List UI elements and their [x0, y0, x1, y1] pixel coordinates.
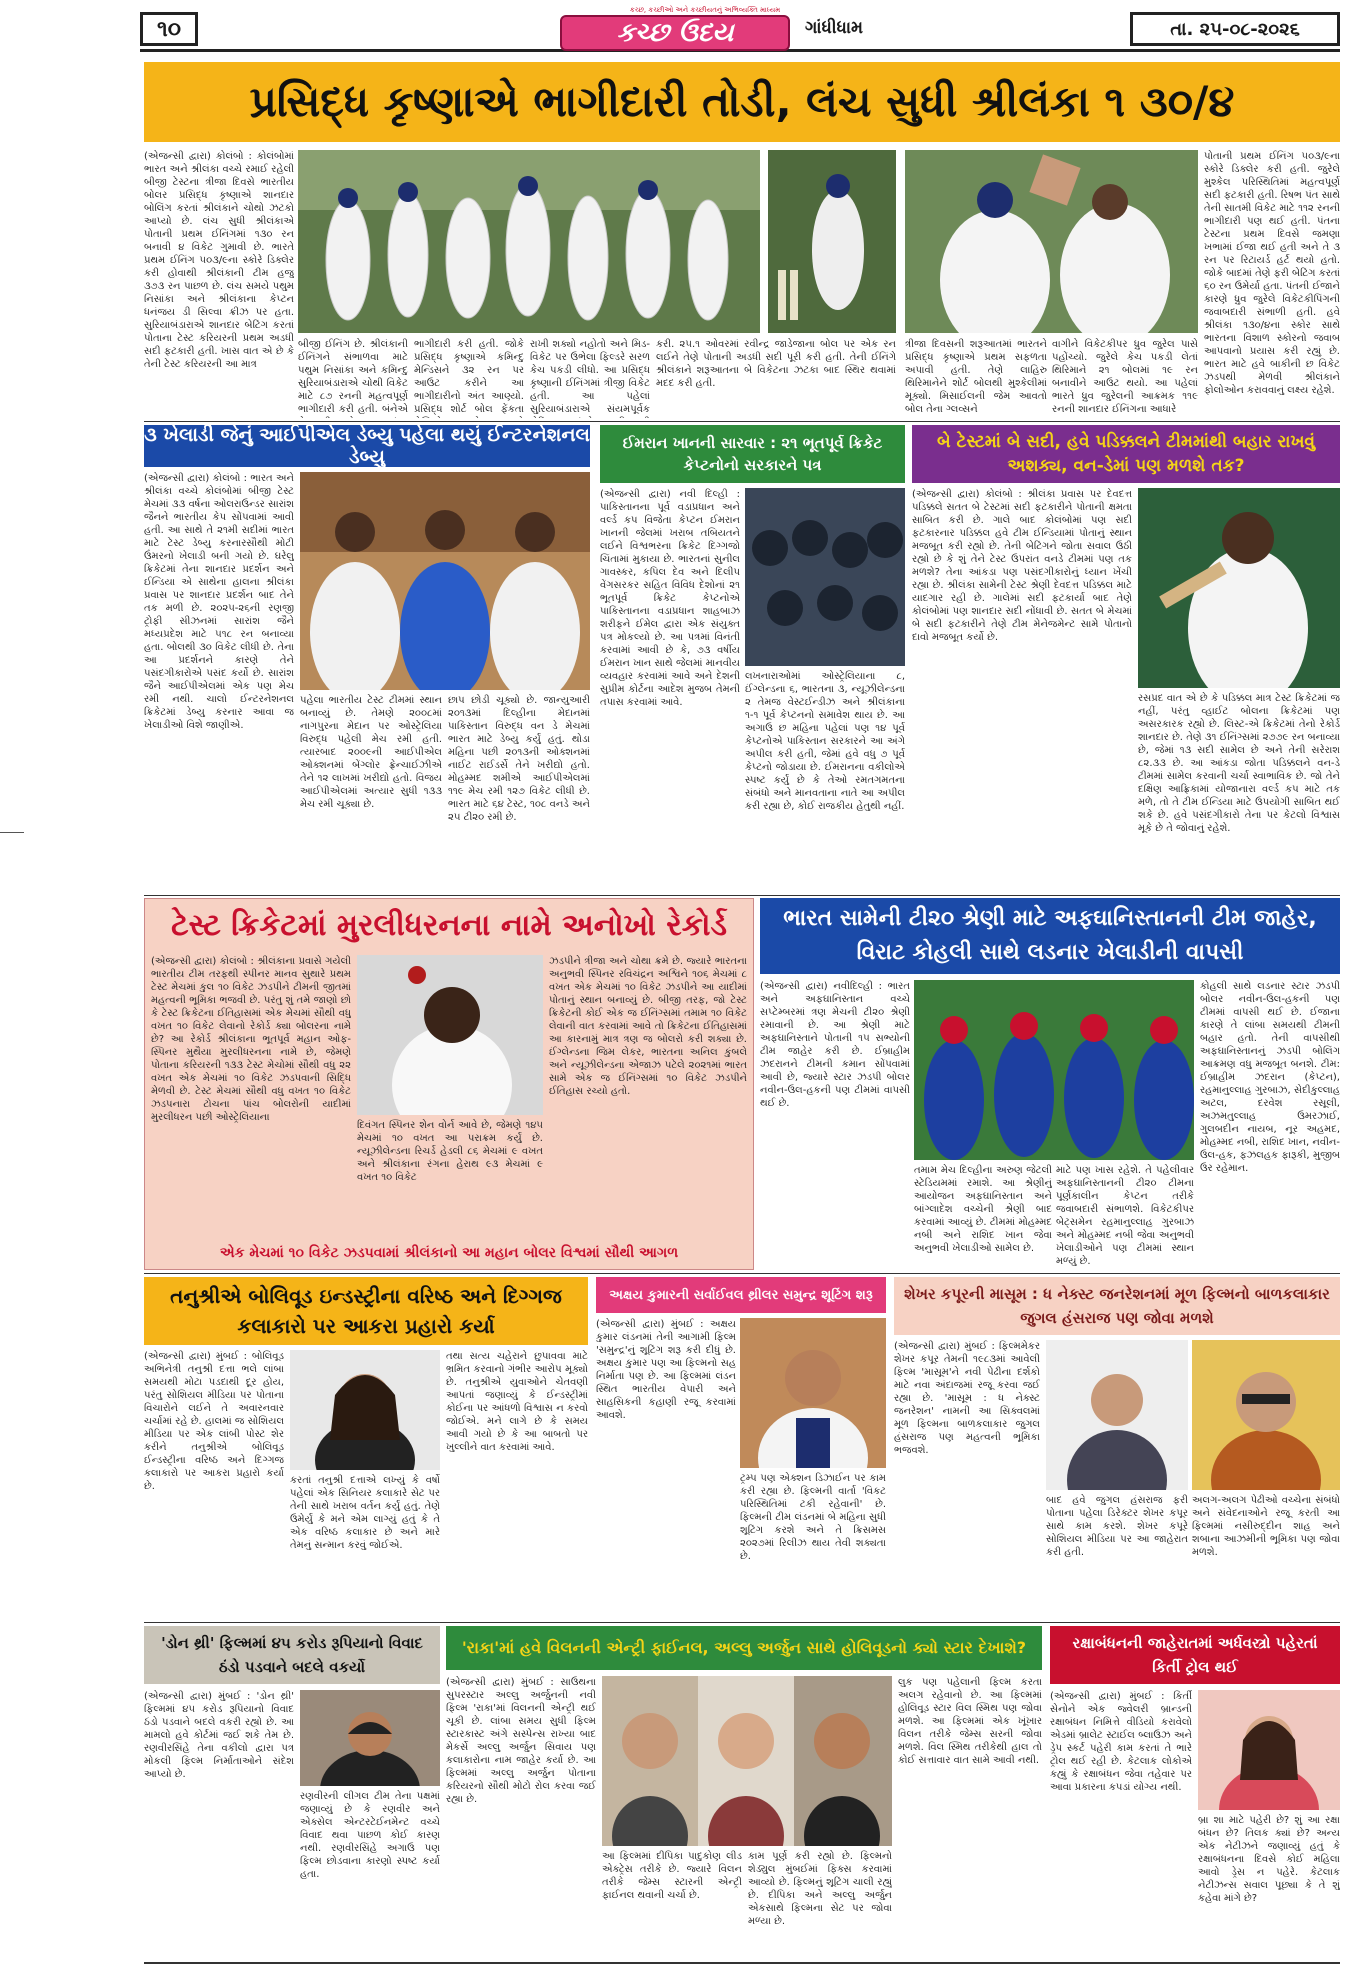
- record-footer: એક મેચમાં ૧૦ વિકેટ ઝડપવામાં શ્રીલંકાનો આ મહાન બોલર વિશ્વમાં સૌથી આગળ: [219, 1245, 679, 1261]
- raaka-photo-cast: [602, 1676, 892, 1846]
- lead-photo-batsman: [768, 150, 896, 333]
- don-col-2: રણવીરની લીગલ ટીમ તેના પક્ષમાં જણાવ્યું છે કે રણવીર અને એક્સેલ એન્ટરટેઈનમેન્ટ વચ્ચે વિવાદ થવા પાછળ કોઈ કારણ નથી. રણવીરસિંહે અગાઉ પણ ફિલ્મ છોડવાના કારણો સ્પષ્ટ કર્યા હતા.: [300, 1791, 440, 1880]
- raaka-headline: 'રાકા'માં હવે વિલનની એન્ટ્રી ફાઈનલ, અલ્લુ અર્જુન સાથે હોલિવૂડનો ક્યો સ્ટાર દેખાશે?: [446, 1626, 1042, 1670]
- akshay-col-1: (એજન્સી દ્વારા) મુંબઈ : અક્ષય કુમાર લંડનમાં તેની આગામી ફિલ્મ 'સમુન્દ્ર'નું શૂટિંગ શરૂ કરી દીધું છે. અક્ષય કુમાર પણ આ ફિલ્મનો સહ નિર્માતા પણ છે. આ ફિલ્મમાં લંડન સ્થિત ભારતીય વેપારી અને સાહસિકની કહાણી રજૂ કરવામાં આવશે.: [596, 1319, 736, 1421]
- shekhar-photo-kapur: [1192, 1340, 1340, 1490]
- record-col-2: દિવંગત સ્પિનર શેન વોર્ન આવે છે, જેમણે ૧૪૫ મેચમાં ૧૦ વખત આ પરાક્રમ કર્યું છે. ન્યૂઝીલેન્ડના રિચર્ડ હેડલી ૮૬ મેચમાં ૯ વખત અને શ્રીલંકાના રંગના હેરાથ ૯૩ મેચમાં ૯ વખત ૧૦ વિકેટ: [357, 1120, 543, 1183]
- lead-col-5: કરી. ૨૫.૧ ઓવરમાં રવીન્દ્ર જાડેજાના બોલ પર એક રન લઈને તેણે પોતાની અડધી સદી પૂરી કરી હતી. તેની ઈનિંગે શ્રીલંકાને શરૂઆતના બે વિકેટના ઝટકા બાદ સ્થિર થવામાં મદદ કરી હતી.: [656, 339, 896, 389]
- tanushree-col-1: (એજન્સી દ્વારા) મુંબઈ : બોલિવૂડ અભિનેત્રી તનુશ્રી દત્તા ભલે લાંબા સમયથી મોટા પડદાથી દૂર હોય, પરંતુ સોશિયલ મીડિયા પર પોતાના વિચારોને લઈને તે અવારનવાર ચર્ચામાં રહે છે. હાલમાં જ સોશિયલ મીડિયા પર એક લાંબી પોસ્ટ શેર કરીને તનુશ્રીએ બોલિવૂડ ઈન્ડસ્ટ્રીના વરિષ્ઠ અને દિગ્ગજ કલાકારો પર આકરા પ્રહારો કર્યા છે.: [144, 1351, 284, 1492]
- page-number: ૧૦: [140, 12, 198, 46]
- afghan-col-4: કોહલી સાથે લડનાર સ્ટાર ઝડપી બોલર નવીન-ઉલ-હકની પણ ટીમમાં વાપસી થઈ છે. ઈજાના કારણે તે લાંબા સમયથી ટીમની બહાર હતો. તેની વાપસીથી અફઘાનિસ્તાનનું ઝડપી બોલિંગ આક્રમણ વધુ મજબૂત બનશે. ટીમ: ઈબ્રાહીમ ઝદરાન (કેપ્ટન), રહમાનુલ્લાહ ગુરબાઝ, સેદીકુલ્લાહ અટલ, દરવેશ રસૂલી, અઝમતુલ્લાહ ઉમરઝાઈ, ગુલબદીન નાયબ, નૂર અહમદ, મોહમ્મદ નબી, રાશિદ ખાન, નવીન-ઉલ-હક, ફઝલહક ફારૂકી, મુજીબ ઉર રહેમાન.: [1200, 981, 1340, 1174]
- don-headline: 'ડોન થ્રી' ફિલ્મમાં ૪૫ કરોડ રૂપિયાનો વિવાદ ઠંડો પડવાને બદલે વકર્યો: [144, 1626, 440, 1684]
- margin-tick: [0, 832, 24, 833]
- afghan-photo-team: [914, 980, 1194, 1160]
- record-col-1: (એજન્સી દ્વારા) કોલંબો : શ્રીલંકાના પ્રવાસે ગયેલી ભારતીય ટીમ તરફથી સ્પીનર માનવ સુથારે પ્રથમ ટેસ્ટ મેચમાં કુલ ૧૦ વિકેટ ઝડપીને ટીમની જીતમાં મહત્વની ભૂમિકા ભજવી છે. પરંતુ શું તમે જાણો છો કે ટેસ્ટ ક્રિકેટના ઈતિહાસમાં એક મેચમાં સૌથી વધુ વખત ૧૦ વિકેટ લેવાનો રેકોર્ડ ક્યા બોલરના નામે છે? આ રેકોર્ડ શ્રીલંકાના ભૂતપૂર્વ મહાન ઓફ-સ્પિનર મુથૈયા મુરલીધરનના નામે છે, જેમણે પોતાના કરિયરની ૧૩૩ ટેસ્ટ મેચોમાં સૌથી વધુ ૨૨ વખત એક મેચમાં ૧૦ વિકેટ ઝડપવાની સિદ્ધિ મેળવી છે. ટેસ્ટ મેચમાં સૌથી વધુ વખત ૧૦ વિકેટ ઝડપનારા ટોચના પાંચ બોલરોની યાદીમાં મુરલીધરન પછી ઓસ્ટ્રેલિયાના: [151, 956, 351, 1123]
- ipl-col-2: પહેલા ભારતીય ટેસ્ટ ટીમમાં સ્થાન બનાવ્યું છે. તેમણે ૨૦૦૮માં નાગપુરના મેદાન પર ઓસ્ટ્રેલિયા વિરુદ્ધ પહેલી મેચ રમી હતી. ત્યારબાદ ૨૦૦૯ની આઈપીએલ ઓક્શનમાં બેંગ્લોર ફ્રેન્ચાઈઝીએ તેને ૧૨ લાખમાં ખરીદ્યો હતો. વિજય આઈપીએલમાં અત્યાર સુધી ૧૩૩ મેચ રમી ચૂક્યા છે.: [300, 695, 442, 810]
- row-divider-2: [144, 895, 1340, 896]
- shekhar-photo-jugal: [1046, 1340, 1188, 1490]
- lead-col-1: (એજન્સી દ્વારા) કોલંબો : કોલંબોમાં ભારત અને શ્રીલંકા વચ્ચે રમાઈ રહેલી બીજી ટેસ્ટના ત્રીજા દિવસે ભારતીય બોલર પ્રસિદ્ધ કૃષ્ણાએ શાનદાર બોલિંગ કરતાં શ્રીલંકાને ચોથો ઝટકો આપ્યો છે. લંચ સુધી શ્રીલંકાએ પોતાની પ્રથમ ઈનિંગમાં ૧૩૦ રન બનાવી ૪ વિકેટ ગુમાવી છે. ભારતે પ્રથમ ઈનિંગ ૫૦૩/૯ના સ્કોરે ડિક્લેર કરી હોવાથી શ્રીલંકાની ટીમ હજુ ૩૭૩ રન પાછળ છે. લંચ સમયે પથુમ નિસાંકા અને શ્રીલંકાના કેપ્ટન ધનંજય ડી સિલ્વા ક્રીઝ પર હતા. સુરિયાબંડારાએ શાનદાર બેટિંગ કરતાં પોતાના ટેસ્ટ કરિયરની પ્રથમ અડધી સદી ફટકારી હતી. ખાસ વાત એ છે કે તેની ટેસ્ટ કરિયરની આ માત્ર: [144, 151, 294, 370]
- record-col-3: ઝડપીને ત્રીજા અને ચોથા ક્રમે છે. જ્યારે ભારતના અનુભવી સ્પિનર રવિચંદ્રન અશ્વિને ૧૦૬ મેચમાં ૮ વખત એક મેચમાં ૧૦ વિકેટ ઝડપીને આ યાદીમાં પોતાનું સ્થાન બનાવ્યું છે. બીજી તરફ, જો ટેસ્ટ ક્રિકેટની કોઈ એક જ ઈનિંગ્સમાં તમામ ૧૦ વિકેટ લેવાની વાત કરવામાં આવે તો ક્રિકેટના ઈતિહાસમાં આ કારનામું માત્ર ત્રણ જ બોલરો કરી શક્યા છે. ઈંગ્લેન્ડના જિમ લેકર, ભારતના અનિલ કુંબલે અને ન્યૂઝીલેન્ડના એજાઝ પટેલે ૨૦૨૧માં ભારત સામે એક જ ઈનિંગ્સમાં ૧૦ વિકેટ ઝડપીને ઈતિહાસ રચ્યો હતો.: [549, 956, 747, 1097]
- tanushree-col-2: કરતાં તનુશ્રી દત્તાએ લખ્યું કે વર્ષો પહેલાં એક સિનિયર કલાકારે સેટ પર તેની સાથે ખરાબ વર્તન કર્યું હતું. તેણે ઉમેર્યું કે મને એમ લાગ્યું હતું કે તે એક વરિષ્ઠ કલાકાર છે અને મારે તેમનું સન્માન કરવું જોઈએ.: [290, 1475, 440, 1551]
- padikkal-headline: બે ટેસ્ટમાં બે સદી, હવે પડિક્કલને ટીમમાંથી બહાર રાખવું અશક્ય, વન-ડેમાં પણ મળશે તક?: [912, 425, 1340, 483]
- tanushree-headline: તનુશ્રીએ બોલિવૂડ ઇન્ડસ્ટ્રીના વરિષ્ઠ અને દિગ્ગજ કલાકારો પર આકરા પ્રહારો કર્યા: [144, 1277, 588, 1345]
- masthead: [140, 6, 1340, 52]
- masthead-tagline: કચ્છ, કચ્છીઓ અને કચ્છીયતનું અભિવ્યક્તિ માધ્યમ: [629, 6, 781, 14]
- ipl-photo-players: [300, 472, 590, 690]
- afghan-col-2: તમામ મેચ દિલ્હીના અરુણ જેટલી સ્ટેડિયમમાં રમાશે. આ શ્રેણીનું આયોજન અફઘાનિસ્તાન અને બાંગ્લાદેશ વચ્ચેની શ્રેણી બાદ કરવામાં આવ્યું છે. ટીમમાં મોહમ્મદ નબી અને રાશિદ ખાન જેવા અનુભવી ખેલાડીઓ સામેલ છે.: [914, 1165, 1052, 1254]
- lead-col-6: ત્રીજા દિવસની શરૂઆતમાં ભારતને પ્રસિદ્ધ કૃષ્ણાએ પ્રથમ સફળતા અપાવી હતી. તેણે લાહિરુ થિરિમાનેને શોર્ટ બોલથી મુશ્કેલીમાં મૂક્યો. મિસાઈલની જેમ આવતો બોલ તેના ગ્લવ્સને: [905, 339, 1047, 415]
- row-divider-1: [144, 421, 1340, 422]
- padikkal-col-2: રસપ્રદ વાત એ છે કે પડિક્કલ માત્ર ટેસ્ટ ક્રિકેટમાં જ નહીં, પરંતુ વ્હાઈટ બોલના ક્રિકેટમાં પણ અસરકારક રહ્યો છે. લિસ્ટ-એ ક્રિકેટમાં તેનો રેકોર્ડ શાનદાર છે. તેણે ૩૧ ઈનિંગ્સમાં ૨૭૭૯ રન બનાવ્યા છે, જેમાં ૧૩ સદી સામેલ છે અને તેની સરેરાશ ૮૨.૩૩ છે. આ આંકડા જોતા પડિક્કલને વન-ડે ટીમમાં સામેલ કરવાની ચર્ચા સ્વાભાવિક છે. જો તેને દક્ષિણ આફ્રિકામાં યોજાનારા વર્લ્ડ કપ માટે તક મળે, તો તે ટીમ ઈન્ડિયા માટે ઉપયોગી સાબિત થઈ શકે છે. હવે પસંદગીકારો તેના પર કેટલો વિશ્વાસ મૂકે છે તે જોવાનું રહેશે.: [1138, 693, 1340, 834]
- don-col-1: (એજન્સી દ્વારા) મુંબઈ : 'ડોન થ્રી' ફિલ્મમાં ૪૫ કરોડ રૂપિયાનો વિવાદ ઠંડો પડવાને બદલે વકરી રહ્યો છે. આ મામલો હવે કોર્ટમાં જઈ શકે તેમ છે. રણવીરસિંહે તેના વકીલો દ્વારા પત્ર મોકલી ફિલ્મ નિર્માતાઓને સંદેશ આપ્યો છે.: [144, 1691, 294, 1780]
- afghan-headline: ભારત સામેની ટી૨૦ શ્રેણી માટે અફઘાનિસ્તાનની ટીમ જાહેર, વિરાટ કોહલી સાથે લડનાર ખેલાડીની વાપસી: [760, 898, 1340, 974]
- ipl-col-1: (એજન્સી દ્વારા) કોલંબો : ભારત અને શ્રીલંકા વચ્ચે કોલંબોમાં બીજી ટેસ્ટ મેચમાં ૩૩ વર્ષના ઓલરાઉન્ડર સારાંશ જૈનને ભારતીય કેપ સોંપવામાં આવી હતી. આ સાથે તે ૨૧મી સદીમાં ભારત માટે ટેસ્ટ ડેબ્યુ કરનારસૌથી મોટી ઉંમરનો ખેલાડી બની ગયો છે. ઘરેલુ ક્રિકેટમાં તેના શાનદાર પ્રદર્શન અને ઈન્ડિયા એ સાથેના હાલના શ્રીલંકા પ્રવાસ પર શાનદાર પ્રદર્શન બાદ તેને તક મળી છે. ૨૦૨૫-૨૬ની રણજી ટ્રોફી સીઝનમાં સારાંશ જૈને મધ્યપ્રદેશ માટે ૫૧૮ રન બનાવ્યા હતા. બોલથી ૩૦ વિકેટ લીધી છે. તેના આ પ્રદર્શનને કારણે તેને પસંદગીકારોએ પસંદ કર્યો છે. સારાંશ જૈને આઈપીએલમાં એક પણ મેચ રમી નથી. ચાલો ઈન્ટરનેશનલ ક્રિકેટમાં ડેબ્યુ કરનાર આવા જ ખેલાડીઓ વિશે જાણીએ.: [144, 473, 294, 731]
- tanushree-col-3: તથા સત્ય ચહેરાને છુપાવવા માટે ભ્રમિત કરવાનો ગંભીર આરોપ મૂક્યો છે. તનુશ્રીએ યુવાઓને ચેતવણી આપતાં જણાવ્યું કે ઈન્ડસ્ટ્રીમાં કોઈના પર આંધળો વિશ્વાસ ન કરવો જોઈએ. મને લાગે છે કે સમય આવી ગયો છે કે આ બાબતો પર ખુલ્લીને વાત કરવામાં આવે.: [446, 1351, 588, 1453]
- imran-col-2: લખનારાઓમાં ઓસ્ટ્રેલિયાના ૮, ઈંગ્લેન્ડના ૬, ભારતના ૩, ન્યૂઝીલેન્ડના ૨ તેમજ વેસ્ટઈન્ડીઝ અને શ્રીલંકાના ૧-૧ પૂર્વ કેપ્ટનનો સમાવેશ થાય છે. આ અગાઉ છ મહિના પહેલાં પણ ૧૪ પૂર્વ કેપ્ટનોએ પાકિસ્તાન સરકારને આ અંગે અપીલ કરી હતી, જેમાં હવે વધુ ૭ પૂર્વ કેપ્ટનો જોડાયા છે. ઈમરાનના વકીલોએ સ્પષ્ટ કર્યું છે કે તેઓ રમતગમતના સંબંધો અને માનવતાના નાતે આ અપીલ કરી રહ્યા છે, કોઈ રાજકીય હેતુથી નહીં.: [745, 671, 905, 812]
- record-photo-muralidaran: [357, 955, 543, 1115]
- row-divider-4: [144, 1622, 1340, 1623]
- akshay-headline: અક્ષય કુમારની સર્વાઈવલ થ્રીલર સમુન્દ્ર શૂટિંગ શરૂ: [596, 1277, 886, 1313]
- kriti-col-2: બ્રા શા માટે પહેરી છે? શું આ રક્ષા બંધન છે? તિલક ક્યાં છે? અન્ય એક નેટીઝને જણાવ્યું હતું કે રક્ષાબંધનના દિવસે કોઈ મહિલા આવો ડ્રેસ ન પહેરે. કેટલાક નેટીઝન્સ સવાલ પૂછ્યા કે તે શું કહેવા માંગે છે?: [1198, 1815, 1340, 1904]
- akshay-photo: [740, 1318, 886, 1468]
- page-bottom-rule: [144, 1962, 1340, 1964]
- padikkal-photo: [1138, 488, 1340, 688]
- imran-col-1: (એજન્સી દ્વારા) નવી દિલ્હી : પાકિસ્તાનના પૂર્વ વડાપ્રધાન અને વર્લ્ડ કપ વિજેતા કેપ્ટન ઈમરાન ખાનની જેલમાં ખરાબ તબિયતને લઈને વિશ્વભરના ક્રિકેટ દિગ્ગજો ચિંતામાં મુકાયા છે. ભારતનાં સુનીલ ગાવસ્કર, કપિલ દેવ અને દિલીપ વેંગસરકર સહિત વિવિધ દેશોનાં ૨૧ ભૂતપૂર્વ ક્રિકેટ કેપ્ટનોએ પાકિસ્તાનના વડાપ્રધાન શાહબાઝ શરીફને ઈમેલ દ્વારા એક સંયુક્ત પત્ર મોકલ્યો છે. આ પત્રમાં વિનંતી કરવામાં આવી છે કે, ૭૩ વર્ષીય ઈમરાન ખાન સાથે જેલમાં માનવીય વ્યવહાર કરવામાં આવે અને દેશની સુપ્રીમ કોર્ટના આદેશ મુજબ તેમની તપાસ કરવામાં આવે.: [600, 489, 740, 708]
- record-headline: ટેસ્ટ ક્રિકેટમાં મુરલીધરનના નામે અનોખો રેકોર્ડ: [171, 907, 727, 943]
- ipl-headline: ૩ ખેલાડી જેનું આઈપીએલ ડેબ્યુ પહેલા થયું ઈન્ટરનેશનલ ડેબ્યુ: [144, 425, 590, 467]
- tanushree-photo: [290, 1350, 440, 1470]
- raaka-col-3: કામ પૂર્ણ કરી રહ્યો છે. ફિલ્મનો શેડ્યુલ મુંબઈમાં ફિક્સ કરવામાં આવ્યો છે. ફિલ્મનું શૂટિંગ ચાલી રહ્યું છે. દીપિકા અને અલ્લુ અર્જુન એકસાથે ફિલ્મના સેટ પર જોવા મળ્યા છે.: [748, 1851, 892, 1927]
- afghan-col-1: (એજન્સી દ્વારા) નવીદિલ્હી : ભારત અને અફઘાનિસ્તાન વચ્ચે સપ્ટેમ્બરમાં ત્રણ મેચની ટી૨૦ શ્રેણી રમાવાની છે. આ શ્રેણી માટે અફઘાનિસ્તાને પોતાની ૧૫ સભ્યોની ટીમ જાહેર કરી છે. ઈબ્રાહીમ ઝદરાનને ટીમની કમાન સોંપવામાં આવી છે, જ્યારે સ્ટાર ઝડપી બોલર નવીન-ઉલ-હકની પણ ટીમમાં વાપસી થઈ છે.: [760, 981, 910, 1109]
- lead-col-7: વાગીને વિકેટકીપર ધ્રુવ જુરેલ પાસે પહોંચ્યો. જુરેલે કેચ પકડી લેતાં થિરિમાને ૨૧ બોલમાં ૧૯ રન બનાવીને આઉટ થયો. આ પહેલાં ભારતે ધ્રુવ જુરેલની આક્રમક ૧૧૯ રનની શાનદાર ઈનિંગના આધારે: [1052, 339, 1198, 415]
- imran-headline: ઈમરાન ખાનની સારવાર : ૨૧ ભૂતપૂર્વ ક્રિકેટ કેપ્ટનોનો સરકારને પત્ર: [600, 425, 905, 483]
- shekhar-col-1: (એજન્સી દ્વારા) મુંબઈ : ફિલ્મમેકર શેખર કપૂર તેમની ૧૯૮૩માં આવેલી ફિલ્મ 'માસૂમ'ને નવી પેઢીના દર્શકો માટે નવા અંદાજમાં રજૂ કરવા જઈ રહ્યા છે. 'માસૂમ : ધ નેક્સ્ટ જનરેશન' નામની આ સિક્વલમાં મૂળ ફિલ્મના બાળકલાકાર જુગલ હંસરાજ પણ મહત્વની ભૂમિકા ભજવશે.: [894, 1341, 1040, 1456]
- lead-col-2: બીજી ઈનિંગ છે. શ્રીલંકાની ઈનિંગને સંભાળવા માટે પથુમ નિસાંકા અને કમિન્દુ સુરિયાબંડારાએ ચોથી વિકેટ માટે ૮૭ રનની મહત્વપૂર્ણ ભાગીદારી કરી હતી. બંનેએ: [298, 339, 408, 415]
- lead-headline: પ્રસિદ્ધ કૃષ્ણાએ ભાગીદારી તોડી, લંચ સુધી શ્રીલંકા ૧ ૩૦/૪: [144, 62, 1340, 142]
- imran-photo-police: [745, 488, 905, 666]
- lead-photo-team: [298, 150, 760, 333]
- kriti-col-1: (એજન્સી દ્વારા) મુંબઈ : કિર્તી સેનોને એક જ્વેલરી બ્રાન્ડની રક્ષાબંધન નિમિત્તે વીડિયો કરાવેલો એડમાં બ્રાલેટ સ્ટાઈલ બ્લાઉઝ અને ડ્રેપ સ્કર્ટ પહેરી કામ કરતાં તે ભારે ટ્રોલ થઈ રહી છે. કેટલાક લોકોએ કહ્યું કે રક્ષાબંધન જેવા તહેવાર પર આવા પ્રકારના કપડાં યોગ્ય નથી.: [1050, 1691, 1192, 1793]
- city-name: ગાંધીધામ: [805, 18, 864, 38]
- row-divider-3: [144, 1273, 1340, 1274]
- lead-photo-celebration: [905, 150, 1198, 333]
- afghan-col-3: માટે પણ ખાસ રહેશે. તે પહેલીવાર અફઘાનિસ્તાનની ટી૨૦ ટીમના પૂર્ણકાલીન કેપ્ટન તરીકે જવાબદારી સંભાળશે. વિકેટકીપર બેટ્સમેન રહમાનુલ્લાહ ગુરબાઝ અને મોહમ્મદ નબી જેવા અનુભવી ખેલાડીઓને પણ ટીમમાં સ્થાન મળ્યું છે.: [1056, 1165, 1194, 1267]
- raaka-col-4: લુક પણ પહેલાની ફિલ્મ કરતા અલગ રહેવાનો છે. આ ફિલ્મમાં હોલિવૂડ સ્ટાર વિલ સ્મિથ પણ જોવા મળશે. આ ફિલ્મમાં એક ખૂંખાર વિલન તરીકે જેમ્સ સરની જોવા મળશે. વિલ સ્મિથ તરીકેથી હાલ તો કોઈ સત્તાવાર વાત સામે આવી નથી.: [898, 1677, 1042, 1766]
- kriti-photo: [1198, 1690, 1340, 1810]
- shekhar-col-3: અલગ-અલગ પેઢીઓ વચ્ચેના સંબંધો અને સંવેદનાઓને રજૂ કરતી આ ફિલ્મમાં નસીરુદ્દીન શાહ અને શબાના આઝમીની ભૂમિકા પણ જોવા મળશે.: [1192, 1495, 1340, 1558]
- lead-col-8: પોતાની પ્રથમ ઈનિંગ ૫૦૩/૯ના સ્કોરે ડિક્લેર કરી હતી. જુરેલે મુશ્કેલ પરિસ્થિતિમાં મહત્વપૂર્ણ સદી ફટકારી હતી. રિષભ પંત સાથે તેની સાતમી વિકેટ માટે ૧૧૨ રનની ભાગીદારી પણ થઈ હતી. પંતના ટેસ્ટના પ્રથમ દિવસે જમણા ખભામાં ઈજા થઈ હતી અને તે ૩ રન પર રિટાયર્ડ હર્ટ થયો હતો. જોકે બાદમાં તેણે ફરી બેટિંગ કરતાં ૬૦ રન ઉમેર્યા હતા. પંતની ઈજાને કારણે ધ્રુવ જુરેલે વિકેટકીપિંગની જવાબદારી સંભાળી હતી. હવે શ્રીલંકા ૧૩૦/૪ના સ્કોર સાથે ભારતના વિશાળ સ્કોરનો જવાબ આપવાનો પ્રયાસ કરી રહ્યું છે. ભારત માટે હવે બાકીની છ વિકેટ ઝડપથી મેળવી શ્રીલંકાને ફોલોઓન કરાવવાનું લક્ષ્ય રહેશે.: [1204, 151, 1340, 396]
- don-photo-ranveer: [300, 1690, 440, 1786]
- shekhar-col-2: બાદ હવે જુગલ હંસરાજ ફરી પોતાના પહેલા ડિરેક્ટર શેખર કપૂર સાથે કામ કરશે. શેખર કપૂરે સોશિયલ મીડિયા પર આ જાહેરાત કરી હતી.: [1046, 1495, 1188, 1558]
- shekhar-headline: શેખર કપૂરની માસૂમ : ધ નેક્સ્ટ જનરેશનમાં મૂળ ફિલ્મનો બાળકલાકાર જુગલ હંસરાજ પણ જોવા મળશે: [894, 1277, 1340, 1335]
- ipl-col-3: છાપ છોડી ચૂક્યો છે. જાન્યુઆરી ૨૦૧૩માં દિલ્હીના મેદાનમાં પાકિસ્તાન વિરુદ્ધ વન ડે મેચમાં ભારત માટે ડેબ્યુ કર્યું હતું. થોડા મહિના પછી ૨૦૧૩ની ઓક્શનમાં નાઈટ રાઈડર્સે તેને ખરીદ્યો હતો. મોહમ્મદ શમીએ આઈપીએલમાં ૧૧૯ મેચ રમી ૧૨૭ વિકેટ લીધી છે. ભારત માટે ૬૪ ટેસ્ટ, ૧૦૮ વનડે અને ૨૫ ટી૨૦ રમી છે.: [448, 695, 590, 823]
- akshay-col-2: ટ્રમ્પ પણ એક્શન ડિઝાઈન પર કામ કરી રહ્યા છે. ફિલ્મની વાર્તા 'વિકટ પરિસ્થિતિમાં ટકી રહેવાની' છે. ફિલ્મની ટીમ લંડનમાં બે મહિના સુધી શૂટિંગ કરશે અને તે ક્રિસમસ ૨૦૨૭માં રિલીઝ થાય તેવી શક્યતા છે.: [740, 1473, 886, 1562]
- lead-col-3: ભાગીદારી કરી હતી. જોકે પ્રસિદ્ધ કૃષ્ણાએ કમિન્દુ મેન્ડિસને ૩૨ રન પર આઉટ કરીને આ ભાગીદારીનો અંત આણ્યો. પ્રસિદ્ધ શોર્ટ બોલ ફેંકતા: [414, 339, 524, 415]
- padikkal-col-1: (એજન્સી દ્વારા) કોલંબો : શ્રીલંકા પ્રવાસ પર દેવદત્ત પડિક્કલે સતત બે ટેસ્ટમાં સદી ફટકારીને પોતાની ક્ષમતા સાબિત કરી છે. ગાલે બાદ કોલંબોમાં પણ સદી ફટકારનાર પડિક્કલ હવે ટીમ ઈન્ડિયામાં પોતાનું સ્થાન મજબૂત કરી રહ્યો છે. તેની બેટિંગને જોતા સવાલ ઉઠી રહ્યો છે કે શું તેને ટેસ્ટ ઉપરાંત વનડે ટીમમાં પણ તક મળશે? તેના આંકડા પણ પસંદગીકારોનું ધ્યાન ખેંચી રહ્યા છે. શ્રીલંકા સામેની ટેસ્ટ શ્રેણી દેવદત્ત પડિક્કલ માટે યાદગાર રહી છે. ગાલેમાં સદી ફટકાર્યા બાદ તેણે કોલંબોમાં પણ શાનદાર સદી નોંધાવી છે. સતત બે મેચમાં બે સદી ફટકારીને તેણે ટીમ મેનેજમેન્ટ સામે પોતાનો દાવો મજબૂત કર્યો છે.: [912, 489, 1132, 643]
- record-box: [144, 898, 754, 1270]
- kriti-headline: રક્ષાબંધનની જાહેરાતમાં અર્ધવસ્ત્રો પહેરતાં કિર્તી ટ્રોલ થઈ: [1050, 1626, 1340, 1684]
- raaka-col-2: આ ફિલ્મમાં દીપિકા પાદુકોણ લીડ એક્ટ્રેસ તરીકે છે. જ્યારે વિલન તરીકે જેમ્સ સ્ટારની એન્ટ્રી ફાઈનલ થવાની ચર્ચા છે.: [602, 1851, 742, 1901]
- newspaper-logo: કચ્છ ઉદય: [560, 15, 790, 51]
- lead-col-4: રાખી શક્યો નહોતો અને મિડ-વિકેટ પર ઉભેલા ફિલ્ડરે સરળ કેચ પકડી લીધો. આ પ્રસિદ્ધ કૃષ્ણાની ઈનિંગમાં ત્રીજી વિકેટ હતી. આ પહેલાં સુરિયાબંડારાએ સંયમપૂર્વક: [530, 339, 650, 415]
- issue-date: તા. ૨૫-૦૮-૨૦૨૬: [1130, 12, 1340, 46]
- raaka-col-1: (એજન્સી દ્વારા) મુંબઈ : સાઉથના સુપરસ્ટાર અલ્લુ અર્જુનની નવી ફિલ્મ 'રાકા'માં વિલનની એન્ટ્રી થઈ ચૂકી છે. લાંબા સમય સુધી ફિલ્મ સ્ટારકાસ્ટ અંગે સસ્પેન્સ રાખ્યા બાદ મેકર્સે અલ્લુ અર્જુન સિવાય પણ કલાકારોના નામ જાહેર કર્યા છે. આ ફિલ્મમાં અલ્લુ અર્જુન પોતાના કરિયરનો સૌથી મોટો રોલ કરવા જઈ રહ્યા છે.: [446, 1677, 596, 1805]
